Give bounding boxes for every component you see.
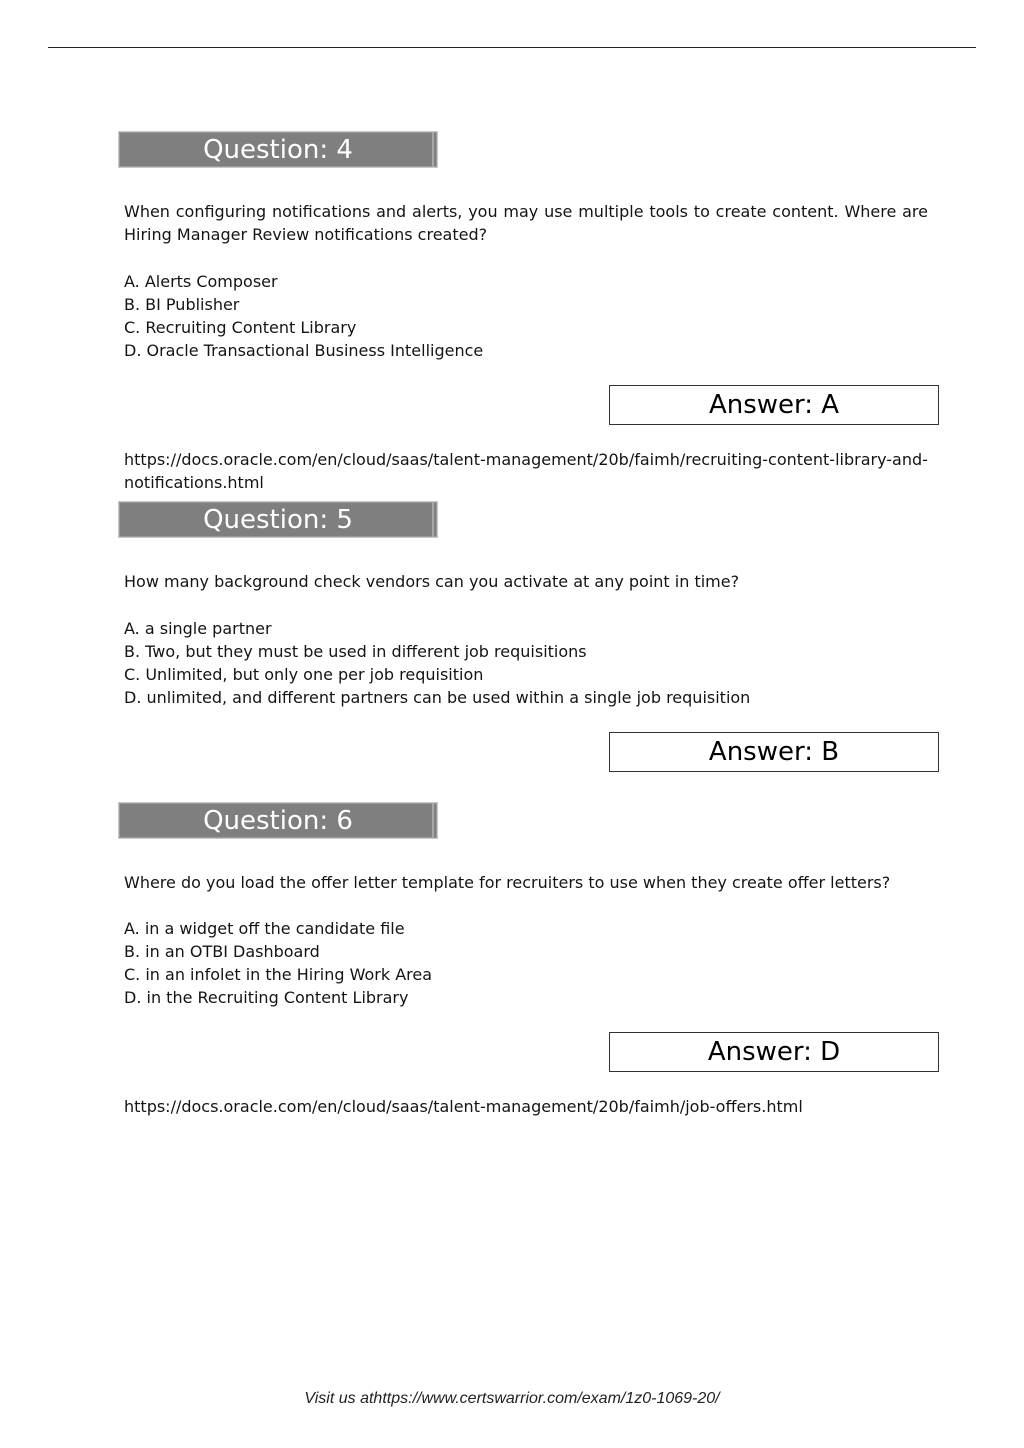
option-c: C. in an infolet in the Hiring Work Area: [124, 965, 433, 984]
top-divider: [48, 47, 976, 48]
question-5-options: [124, 617, 928, 709]
question-5-answer-box: [609, 732, 939, 772]
option-d: D. in the Recruiting Content Library: [124, 988, 409, 1007]
option-a: A. in a widget off the candidate file: [124, 919, 405, 938]
question-5-title: Question: 5: [203, 505, 353, 535]
footer-visit-link[interactable]: Visit us athttps://www.certswarrior.com/exam/1z0-1069-20/: [304, 1390, 720, 1407]
question-4-text: When configuring notifications and alerts, you may use multiple tools to create content. Where are Hiring Manager Review notifications created?: [124, 202, 928, 244]
question-4-answer: Answer: A: [708, 390, 840, 420]
question-4-reference-link[interactable]: https://docs.oracle.com/en/cloud/saas/talent-management/20b/faimh/recruiting-content-library-and-notifications.html: [124, 450, 928, 492]
option-c: C. Recruiting Content Library: [124, 318, 357, 337]
option-b: B. Two, but they must be used in different job requisitions: [124, 642, 587, 661]
question-4-answer-box: [609, 385, 939, 425]
question-6-reference-link[interactable]: https://docs.oracle.com/en/cloud/saas/talent-management/20b/faimh/job-offers.html: [124, 1097, 803, 1116]
question-6-answer: Answer: D: [707, 1037, 841, 1067]
option-d: D. unlimited, and different partners can be used within a single job requisition: [124, 688, 751, 707]
option-b: B. BI Publisher: [124, 295, 240, 314]
question-5-header: [118, 501, 438, 538]
question-5-text: How many background check vendors can you activate at any point in time?: [124, 572, 740, 591]
question-4-title: Question: 4: [203, 135, 353, 165]
question-6-title: Question: 6: [203, 806, 353, 836]
question-6-text: Where do you load the offer letter template for recruiters to use when they create offer letters?: [124, 873, 891, 892]
option-b: B. in an OTBI Dashboard: [124, 942, 320, 961]
option-a: A. Alerts Composer: [124, 272, 278, 291]
option-a: A. a single partner: [124, 619, 272, 638]
question-6-header: [118, 802, 438, 839]
question-4-header: [118, 131, 438, 168]
option-d: D. Oracle Transactional Business Intelligence: [124, 341, 484, 360]
option-c: C. Unlimited, but only one per job requisition: [124, 665, 484, 684]
question-6-answer-box: [609, 1032, 939, 1072]
question-4-options: [124, 270, 928, 362]
question-6-options: [124, 917, 928, 1009]
question-5-answer: Answer: B: [708, 737, 840, 767]
